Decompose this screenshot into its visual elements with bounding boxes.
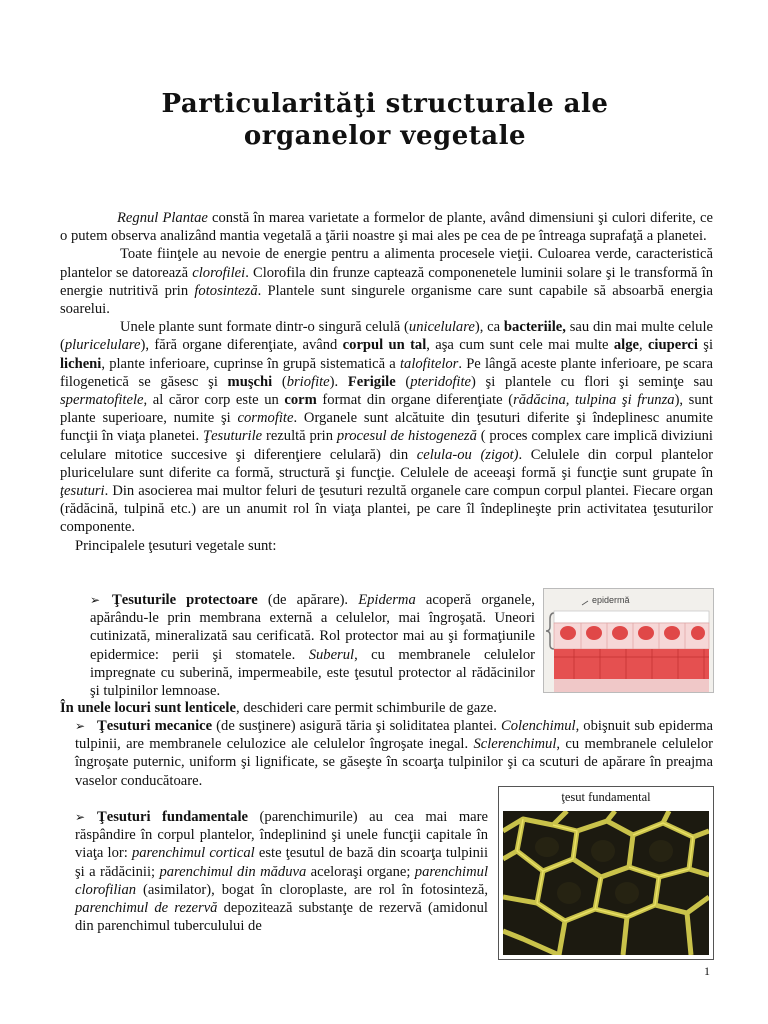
paragraph-principalele: Principalele ţesuturi vegetale sunt: <box>75 537 277 554</box>
paragraph-energie: Toate fiinţele au nevoie de energie pentru a alimenta procesele vieţii. Culoarea verde, caracteristică plantelor se datorează clorofilei. Clorofila din frunze captează componenetele luminii solare şi le transformă în energie nutritivă prin fotosinteză. Plantele sunt singurele organisme care sunt capabile să absoarbă energia soarelui. <box>60 246 714 318</box>
epiderma-figure <box>543 588 714 693</box>
page-number: 1 <box>704 964 710 978</box>
paragraph-regnul: Regnul Plantae constă în marea varietate a formelor de plante, având dimensiuni şi culori diferite, ce o putem observa analizând mantia vegetală a ţării noastre şi mai ales pe cea de pe întreaga suprafaţă a planetei. <box>60 210 713 245</box>
title-line-2: organelor vegetale <box>243 121 527 151</box>
epiderma-label: epidermă <box>592 595 630 605</box>
page-title <box>60 88 710 152</box>
arrow-bullet-icon: ➢ <box>90 593 101 607</box>
arrow-bullet-icon: ➢ <box>75 719 86 733</box>
arrow-bullet-icon: ➢ <box>75 810 86 824</box>
title-line-1: Particularităţi structurale ale <box>161 89 609 119</box>
bullet-protectoare-end: În unele locuri sunt lenticele, deschideri care permit schimburile de gaze. <box>60 700 497 716</box>
intro-text-block <box>60 209 713 555</box>
fundamental-caption: ţesut fundamental <box>561 790 651 804</box>
bullet-protectoare: ➢ Ţesuturile protectoare (de apărare). Epiderma acoperă organele, apărându-le prin membrana externă a celulelor, mai îngroşată. Uneori cutinizată, mineralizată sau cerificată. Rol protector mai au şi formaţiunile epidermice: perii şi stomatele. Suberul, cu membranele celulelor impregnate cu suberină, impermeabile, este ţesutul protector al rădăcinilor şi tulpinilor lemnoase. <box>90 592 535 700</box>
fundamental-tissue-illustration <box>503 811 709 955</box>
bullet-fundamentale: ➢ Ţesuturi fundamentale (parenchimurile) au cea mai mare răspândire în corpul plantelor, îndeplinind şi unele funcţii capitale în viaţa lor: parenchimul cortical este ţesutul de bază din scoarţa tulpinii şi a rădăcinii; parenchimul din măduva aceloraşi organe; parenchimul clorofilian (asimilator), bogat în cloroplaste, are rol în fotosinteză, parenchimul de rezervă depozitează substanţe de rezervă (amidonul din parenchimul tuberculului de <box>75 809 489 935</box>
bullet-mecanice: ➢ Ţesuturi mecanice (de susţinere) asigură tăria şi soliditatea plantei. Colenchimul, obişnuit sub epiderma tulpinii, are membranele celulozice ale celulelor îngroşate inegal. Sclerenchimul, cu membranele celulelor îngroşate puternic, uniform şi lignificate, se găseşte în scoarţa tulpinilor şi ca scuturi de apărare în preajma vaselor conducătoare. <box>75 718 713 789</box>
paragraph-plante: Unele plante sunt formate dintr-o singură celulă (unicelulare), ca bacteriile, sau din mai multe celule (pluricelulare), fără organe diferenţiate, având corpul un tal, aşa cum sunt cele mai multe alge, ciuperci şi licheni, plante inferioare, cuprinse în grupă sistematică a talofitelor. Pe lângă aceste plante inferioare, pe scara filogenetică se găsesc şi muşchi (briofite). Ferigile (pteridofite) şi plantele cu flori şi seminţe sau spermatofitele, al căror corp este un corm format din organe diferenţiate (rădăcina, tulpina şi frunza), sunt plante superioare, numite şi cormofite. Organele sunt alcătuite din ţesuturi diferite şi îndeplinesc anumite funcţii în viaţa planetei. Ţesuturile rezultă prin procesul de histogeneză ( proces complex care implică diviziuni celulare mitotice succesive şi diferenţiere celulară) din celula-ou (zigot). Celulele din corpul plantelor pluricelulare sunt diferite ca formă, structură şi funcţie. Celulele de aceeaşi formă şi funcţie sunt grupate în ţesuturi. Din asocierea mai multor feluri de ţesuturi rezultă organele care compun corpul plantei. Fiecare organ (rădăcină, tulpină etc.) are un anumit rol în viaţa plantei, pe care îl îndeplineşte prin activitatea ţesuturilor componente. <box>60 319 714 536</box>
fundamental-tissue-figure <box>498 786 714 960</box>
